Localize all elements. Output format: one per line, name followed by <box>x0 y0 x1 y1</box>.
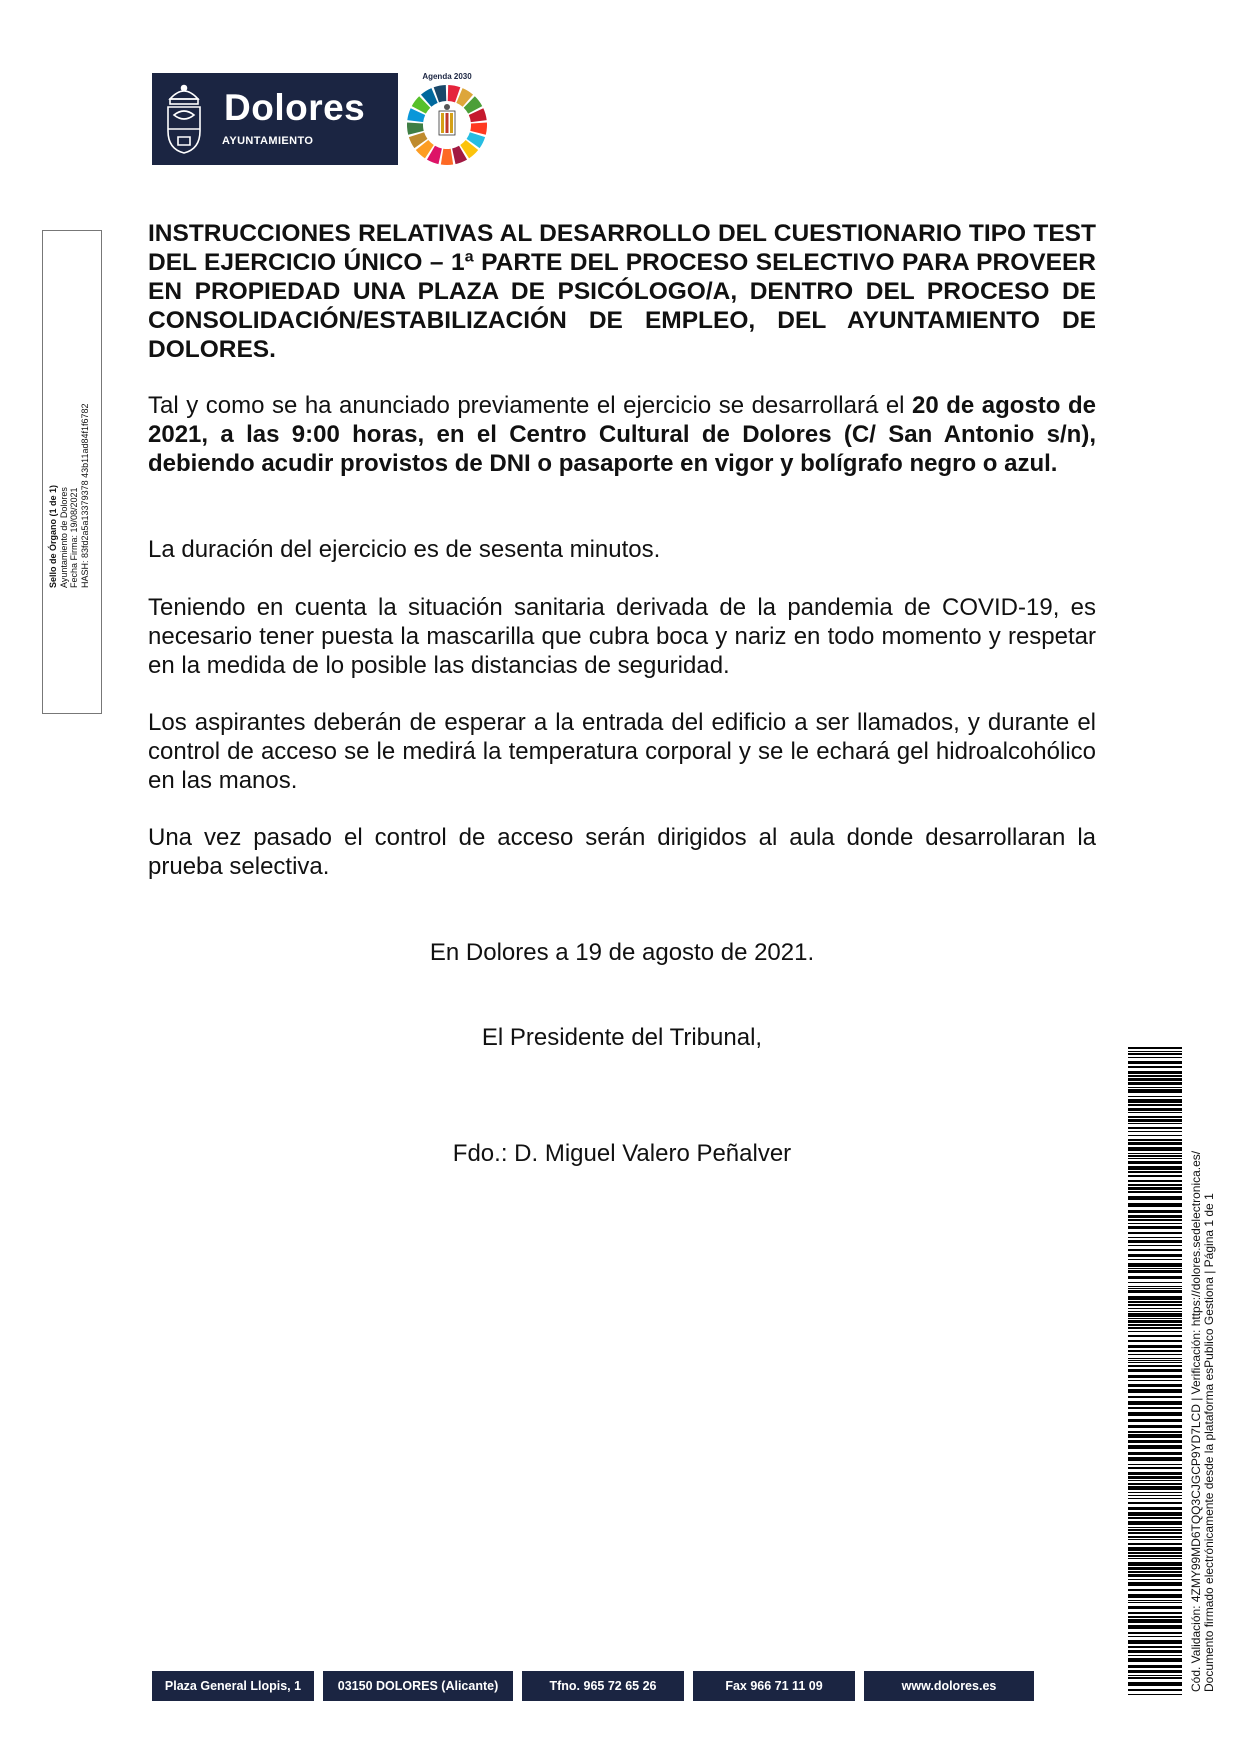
barcode-bar <box>1128 1362 1182 1363</box>
barcode-bar <box>1128 1375 1182 1378</box>
barcode-bar <box>1128 1670 1182 1673</box>
stamp-line-1: Sello de Órgano (1 de 1) <box>48 484 58 588</box>
barcode-bar <box>1128 1301 1182 1303</box>
barcode-bar <box>1128 1558 1182 1559</box>
barcode-bar <box>1128 1431 1182 1433</box>
barcode-bar <box>1128 1313 1182 1317</box>
barcode-bar <box>1128 1571 1182 1573</box>
barcode-bar <box>1128 1625 1182 1629</box>
place-date: En Dolores a 19 de agosto de 2021. <box>429 939 815 966</box>
footer-postal: 03150 DOLORES (Alicante) <box>323 1671 513 1701</box>
barcode-bar <box>1128 1665 1182 1668</box>
paragraph-schedule-intro: Tal y como se ha anunciado previamente el ejercicio se desarrollará el <box>148 392 913 419</box>
barcode-bar <box>1128 1476 1182 1479</box>
barcode-bar <box>1128 1552 1182 1554</box>
barcode-bar <box>1128 1539 1182 1540</box>
barcode-bar <box>1128 1354 1182 1355</box>
barcode-bar <box>1128 1210 1182 1213</box>
barcode-bar <box>1128 1075 1182 1077</box>
barcode-bar <box>1128 1677 1182 1679</box>
barcode-bar <box>1128 1320 1182 1323</box>
barcode-bar <box>1128 1311 1182 1312</box>
barcode-bar <box>1128 1286 1182 1287</box>
barcode-bar <box>1128 1171 1182 1173</box>
barcode-bar <box>1128 1203 1182 1207</box>
barcode-bar <box>1128 1532 1182 1534</box>
barcode-bar <box>1128 1527 1182 1528</box>
barcode-bar <box>1128 1175 1182 1177</box>
barcode-bar <box>1128 1087 1182 1088</box>
barcode-bar <box>1128 1318 1182 1319</box>
footer-contact-bar <box>152 1671 1034 1701</box>
barcode-bar <box>1128 1223 1182 1224</box>
sdg-segment <box>441 149 453 165</box>
barcode-bar <box>1128 1139 1182 1141</box>
barcode-bar <box>1128 1135 1182 1136</box>
barcode-bar <box>1128 1340 1182 1342</box>
verification-line-2: Documento firmado electrónicamente desde la plataforma esPublico Gestiona | Página 1 de 1 <box>1202 1193 1216 1692</box>
paragraph-schedule-details: 20 de agosto de 2021, a las 9:00 horas, en el Centro Cultural de Dolores (C/ San Antonio s/n), debiendo acudir provistos de DNI o pasaporte en vigor y bolígrafo negro o azul. <box>148 392 1096 477</box>
barcode-bar <box>1128 1407 1182 1409</box>
barcode-bar <box>1128 1108 1182 1111</box>
barcode-bar <box>1128 1529 1182 1531</box>
barcode-bar <box>1128 1632 1182 1634</box>
barcode-bar <box>1128 1082 1182 1085</box>
barcode-bar <box>1128 1486 1182 1490</box>
barcode-bar <box>1128 1401 1182 1405</box>
barcode-bar <box>1128 1308 1182 1309</box>
barcode-bar <box>1128 1282 1182 1283</box>
barcode-bar <box>1128 1646 1182 1648</box>
footer-phone: Tfno. 965 72 65 26 <box>522 1671 684 1701</box>
barcode-bar <box>1128 1061 1182 1064</box>
barcode-bar <box>1128 1131 1182 1132</box>
barcode-bar <box>1128 1123 1182 1124</box>
barcode-bar <box>1128 1047 1182 1049</box>
barcode-bar <box>1128 1521 1182 1525</box>
barcode-bar <box>1128 1452 1182 1455</box>
barcode-bar <box>1128 1640 1182 1644</box>
barcode-bar <box>1128 1187 1182 1190</box>
barcode-bar <box>1128 1600 1182 1601</box>
barcode-bar <box>1128 1166 1182 1170</box>
agenda-label: Agenda 2030 <box>422 72 472 81</box>
paragraph-schedule <box>148 391 1096 478</box>
barcode-bar <box>1128 1419 1182 1422</box>
barcode-bar <box>1128 1412 1182 1416</box>
barcode-bar <box>1128 1619 1182 1623</box>
barcode-bar <box>1128 1574 1182 1577</box>
barcode-bar <box>1128 1594 1182 1598</box>
barcode-bar <box>1128 1498 1182 1499</box>
barcode-bar <box>1128 1425 1182 1428</box>
barcode-bar <box>1128 1589 1182 1591</box>
barcode-bar <box>1128 1464 1182 1465</box>
coat-of-arms-icon <box>160 79 208 159</box>
barcode-bar <box>1128 1555 1182 1557</box>
barcode-bar <box>1128 1512 1182 1516</box>
barcode-bar <box>1128 1127 1182 1129</box>
barcode-bar <box>1128 1445 1182 1449</box>
barcode-bar <box>1128 1119 1182 1122</box>
barcode-bar <box>1128 1675 1182 1676</box>
barcode-bar <box>1128 1290 1182 1293</box>
barcode-bar <box>1128 1276 1182 1279</box>
barcode-bar <box>1128 1078 1182 1081</box>
stamp-line-3: Fecha Firma: 19/08/2021 <box>69 487 79 588</box>
barcode-bar <box>1128 1254 1182 1257</box>
barcode-bar <box>1128 1051 1182 1052</box>
barcode-bar <box>1128 1304 1182 1306</box>
barcode-bar <box>1128 1543 1182 1545</box>
barcode-bar <box>1128 1259 1182 1260</box>
barcode-bar <box>1128 1562 1182 1566</box>
barcode-bar <box>1128 1536 1182 1538</box>
barcode-bar <box>1128 1249 1182 1251</box>
barcode-bar <box>1128 1658 1182 1662</box>
barcode-bar <box>1128 1434 1182 1438</box>
barcode-bar <box>1128 1324 1182 1326</box>
barcode-bar <box>1128 1327 1182 1329</box>
barcode-bar <box>1128 1215 1182 1218</box>
barcode-bar <box>1128 1263 1182 1267</box>
barcode-bar <box>1128 1655 1182 1656</box>
barcode-bar <box>1128 1472 1182 1475</box>
barcode-bar <box>1128 1492 1182 1493</box>
barcode-bar <box>1128 1384 1182 1387</box>
barcode-bar <box>1128 1602 1182 1603</box>
signer-role: El Presidente del Tribunal, <box>481 1024 763 1051</box>
barcode-bar <box>1128 1567 1182 1570</box>
barcode-bar <box>1128 1158 1182 1159</box>
paragraph-duration: La duración del ejercicio es de sesenta minutos. <box>148 536 661 563</box>
ayuntamiento-logo <box>152 73 398 165</box>
barcode-bar <box>1128 1582 1182 1586</box>
barcode-bar <box>1128 1480 1182 1481</box>
barcode-bar <box>1128 1612 1182 1614</box>
barcode-bar <box>1128 1694 1182 1695</box>
barcode-bar <box>1128 1396 1182 1398</box>
barcode-bar <box>1128 1650 1182 1653</box>
barcode-bar <box>1128 1116 1182 1118</box>
barcode-bar <box>1128 1457 1182 1461</box>
barcode-bar <box>1128 1389 1182 1393</box>
verification-line-1: Cód. Validación: 4ZMY99MD6TQQ3CJGCP9YD7LCD | Verificación: https://dolores.sedelectronica.es/ <box>1189 1150 1203 1692</box>
agenda-2030-logo <box>400 70 494 168</box>
logo-name: Dolores <box>224 87 366 128</box>
barcode-bar <box>1128 1440 1182 1443</box>
barcode-bar <box>1128 1232 1182 1234</box>
paragraph-access: Los aspirantes deberán de esperar a la entrada del edificio a ser llamados, y durante el control de acceso se le medirá la temperatura corporal y se le echará gel hidroalcohólico en las manos. <box>148 709 1096 794</box>
barcode-bar <box>1128 1053 1182 1055</box>
barcode-bar <box>1128 1155 1182 1157</box>
barcode-bar <box>1128 1226 1182 1229</box>
barcode-bar <box>1128 1616 1182 1618</box>
barcode-bar <box>1128 1057 1182 1058</box>
barcode-bar <box>1128 1689 1182 1691</box>
barcode-bar <box>1128 1071 1182 1074</box>
barcode-bar <box>1128 1270 1182 1273</box>
footer-website: www.dolores.es <box>864 1671 1034 1701</box>
barcode-bar <box>1128 1184 1182 1186</box>
barcode-bar <box>1128 1196 1182 1200</box>
barcode-bar <box>1128 1161 1182 1164</box>
barcode-bar <box>1128 1099 1182 1103</box>
stamp-line-2: Ayuntamiento de Dolores <box>58 487 69 588</box>
barcode-bar <box>1128 1636 1182 1637</box>
barcode-bar <box>1128 1579 1182 1580</box>
barcode-bar <box>1128 1288 1182 1289</box>
paragraph-classroom: Una vez pasado el control de acceso serán dirigidos al aula donde desarrollaran la prueba selectiva. <box>148 824 1096 880</box>
barcode-bar <box>1128 1369 1182 1372</box>
barcode-bar <box>1128 1606 1182 1609</box>
barcode-bar <box>1128 1380 1182 1381</box>
barcode-bar <box>1128 1066 1182 1068</box>
barcode-bar <box>1128 1153 1182 1154</box>
barcode-bar <box>1128 1096 1182 1097</box>
barcode-bar <box>1128 1240 1182 1243</box>
barcode-bar <box>1128 1180 1182 1182</box>
barcode-bar <box>1128 1365 1182 1367</box>
barcode-bar <box>1128 1358 1182 1359</box>
footer-address: Plaza General Llopis, 1 <box>152 1671 314 1701</box>
barcode-bar <box>1128 1360 1182 1361</box>
barcode-bar <box>1128 1507 1182 1510</box>
footer-fax: Fax 966 71 11 09 <box>693 1671 855 1701</box>
barcode-bar <box>1128 1502 1182 1504</box>
barcode-bar <box>1128 1147 1182 1151</box>
barcode-bar <box>1128 1191 1182 1193</box>
validation-barcode <box>1128 1047 1182 1695</box>
barcode-bar <box>1128 1268 1182 1269</box>
barcode-bar <box>1128 1089 1182 1093</box>
logo-subtitle: AYUNTAMIENTO <box>222 135 314 147</box>
stamp-line-4: HASH: 83fd2a5a13379378 43b11ad84f1f6782 <box>79 403 90 588</box>
sdg-segment <box>470 123 487 135</box>
document-title: INSTRUCCIONES RELATIVAS AL DESARROLLO DEL CUESTIONARIO TIPO TEST DEL EJERCICIO ÚNICO – 1ª PARTE DEL PROCESO SELECTIVO PARA PROVEER EN PROPIEDAD UNA PLAZA DE PSICÓLOGO/A, DENTRO DEL PROCESO DE CONSOLIDACIÓN/ESTABILIZACIÓN DE EMPLEO, DEL AYUNTAMIENTO DE DOLORES. <box>148 220 1096 363</box>
signature: Fdo.: D. Miguel Valero Peñalver <box>452 1140 792 1167</box>
barcode-bar <box>1128 1245 1182 1246</box>
paragraph-covid: Teniendo en cuenta la situación sanitaria derivada de la pandemia de COVID-19, es necesario tener puesta la mascarilla que cubra boca y nariz en todo momento y respetar en la medida de lo posible las distancias de seguridad. <box>148 594 1096 679</box>
barcode-bar <box>1128 1483 1182 1485</box>
barcode-bar <box>1128 1495 1182 1496</box>
barcode-bar <box>1128 1345 1182 1348</box>
barcode-bar <box>1128 1682 1182 1686</box>
barcode-bar <box>1128 1112 1182 1113</box>
barcode-bar <box>1128 1350 1182 1352</box>
barcode-bar <box>1128 1335 1182 1337</box>
barcode-bar <box>1128 1331 1182 1332</box>
barcode-bar <box>1128 1467 1182 1469</box>
valencia-crest-icon <box>439 104 455 135</box>
barcode-bar <box>1128 1296 1182 1300</box>
barcode-bar <box>1128 1237 1182 1238</box>
barcode-bar <box>1128 1142 1182 1145</box>
sdg-segment <box>407 123 424 135</box>
barcode-bar <box>1128 1219 1182 1221</box>
barcode-bar <box>1128 1517 1182 1519</box>
barcode-bar <box>1128 1104 1182 1106</box>
barcode-bar <box>1128 1547 1182 1551</box>
